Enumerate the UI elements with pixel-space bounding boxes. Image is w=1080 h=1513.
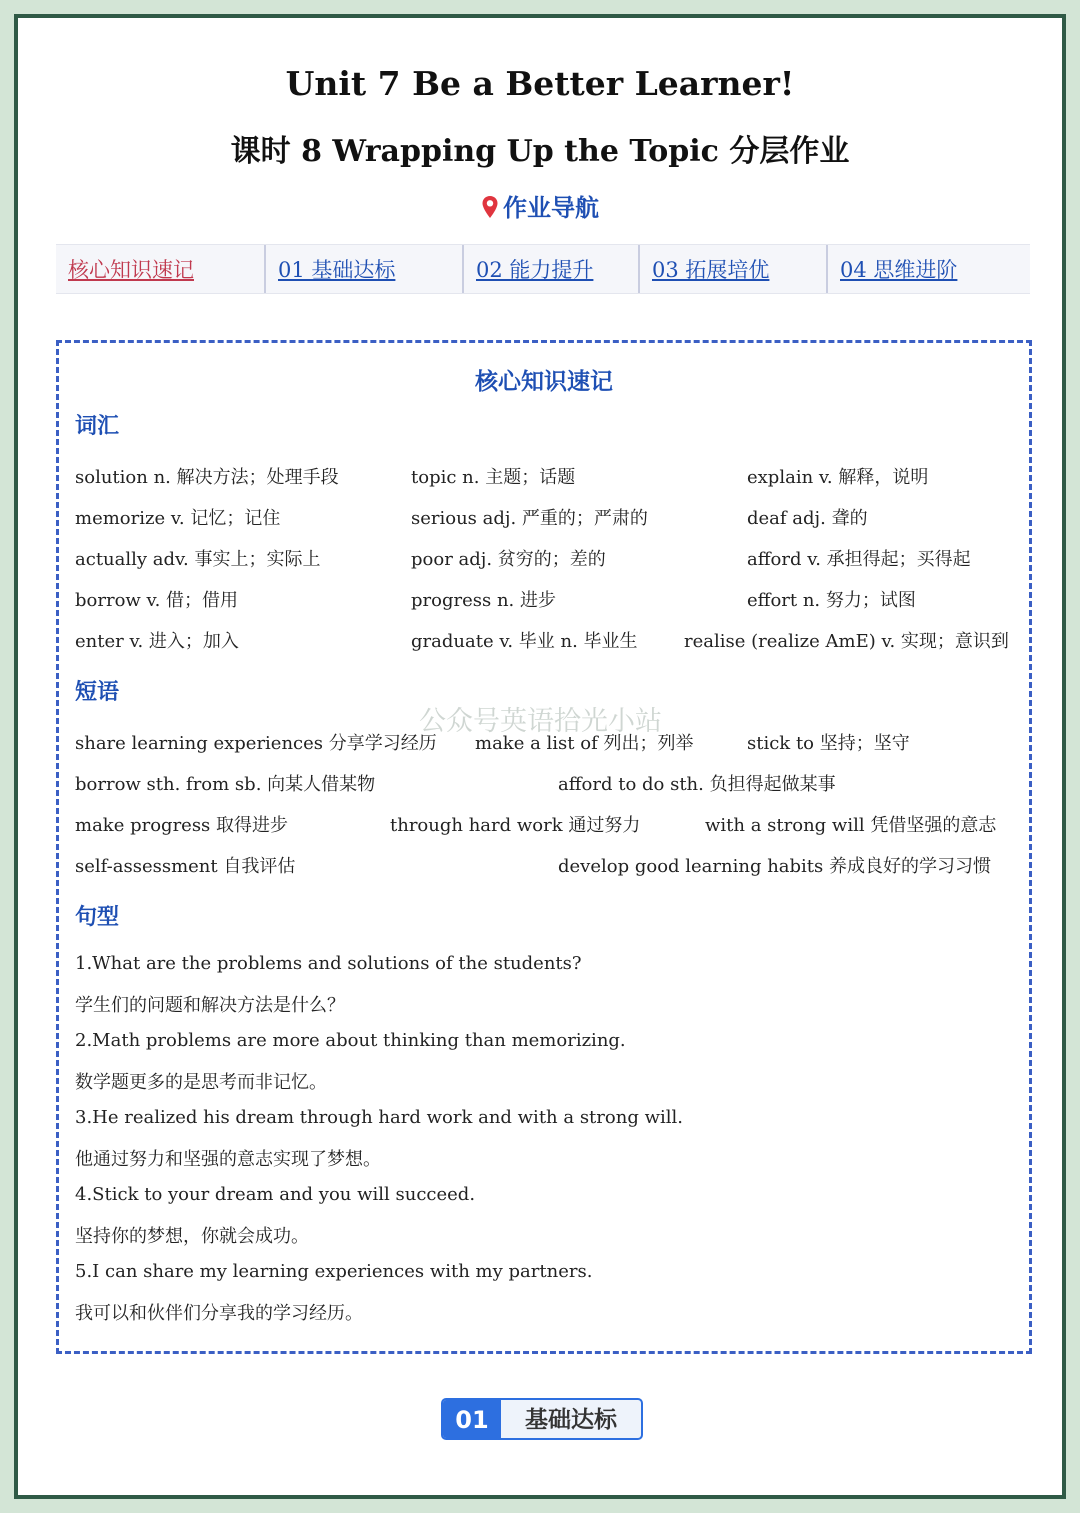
phrase-item: make a list of 列出；列举 [475,733,694,754]
phrase-item: stick to 坚持；坚守 [747,733,910,754]
vocab-heading: 词汇 [75,414,120,439]
sentence-en: 2.Math problems are more about thinking than memorizing. [75,1030,626,1051]
sentence-zh: 数学题更多的是思考而非记忆。 [75,1072,327,1093]
vocab-item: solution n. 解决方法；处理手段 [75,467,339,488]
vocab-item: afford v. 承担得起；买得起 [747,549,971,570]
vocab-item: graduate v. 毕业 n. 毕业生 [411,631,638,652]
vocab-item: realise (realize AmE) v. 实现；意识到 [684,631,1009,652]
sentence-en: 5.I can share my learning experiences with my partners. [75,1261,593,1282]
nav-title-text: 作业导航 [503,194,599,222]
vocab-item: borrow v. 借；借用 [75,590,239,611]
tab-extension[interactable]: 03 拓展培优 [640,245,828,293]
lesson-subtitle: 课时 8 Wrapping Up the Topic 分层作业 [230,134,850,169]
sentence-zh: 他通过努力和坚强的意志实现了梦想。 [75,1149,381,1170]
sentence-en: 4.Stick to your dream and you will succeed. [75,1184,476,1205]
vocab-item: deaf adj. 聋的 [747,508,868,529]
section-badge [441,1398,643,1440]
tab-thinking[interactable]: 04 思维进阶 [840,258,958,282]
sentence-zh: 学生们的问题和解决方法是什么？ [75,995,345,1016]
vocab-item: serious adj. 严重的；严肃的 [411,508,648,529]
phrase-item: self-assessment 自我评估 [75,856,296,877]
sentence-zh: 坚持你的梦想，你就会成功。 [75,1226,309,1247]
phrase-item: through hard work 通过努力 [390,815,641,836]
phrase-item: share learning experiences 分享学习经历 [75,733,437,754]
core-knowledge-box [56,340,1032,1354]
worksheet-page [14,14,1066,1499]
tab-ability[interactable]: 02 能力提升 [464,245,640,293]
vocab-item: explain v. 解释，说明 [747,467,929,488]
phrase-item: with a strong will 凭借坚强的意志 [705,815,997,836]
vocab-item: poor adj. 贫穷的；差的 [411,549,606,570]
sentence-en: 1.What are the problems and solutions of the students? [75,953,582,974]
tab-core-knowledge[interactable]: 核心知识速记 [56,245,266,293]
vocab-item: enter v. 进入；加入 [75,631,239,652]
vocab-item: topic n. 主题；话题 [411,467,576,488]
page-title: Unit 7 Be a Better Learner! [285,64,795,103]
phrases-heading: 短语 [75,680,120,705]
phrase-item: afford to do sth. 负担得起做某事 [558,774,836,795]
phrase-item: borrow sth. from sb. 向某人借某物 [75,774,376,795]
vocab-item: effort n. 努力；试图 [747,590,916,611]
sentence-zh: 我可以和伙伴们分享我的学习经历。 [75,1303,363,1324]
tab-basic[interactable]: 01 基础达标 [266,245,464,293]
sentence-en: 3.He realized his dream through hard work and with a strong will. [75,1107,683,1128]
section-tabs [56,244,1030,294]
phrase-item: develop good learning habits 养成良好的学习习惯 [558,856,992,877]
vocab-item: memorize v. 记忆；记住 [75,508,281,529]
sentences-heading: 句型 [75,905,120,930]
vocab-item: actually adv. 事实上；实际上 [75,549,321,570]
watermark: 公众号英语拾光小站 [419,706,662,737]
homework-nav-heading [18,188,1062,223]
badge-number: 01 [443,1400,501,1438]
box-title: 核心知识速记 [475,369,613,395]
location-pin-icon [481,195,499,219]
badge-label: 基础达标 [525,1407,617,1433]
vocab-item: progress n. 进步 [411,590,556,611]
phrase-item: make progress 取得进步 [75,815,289,836]
